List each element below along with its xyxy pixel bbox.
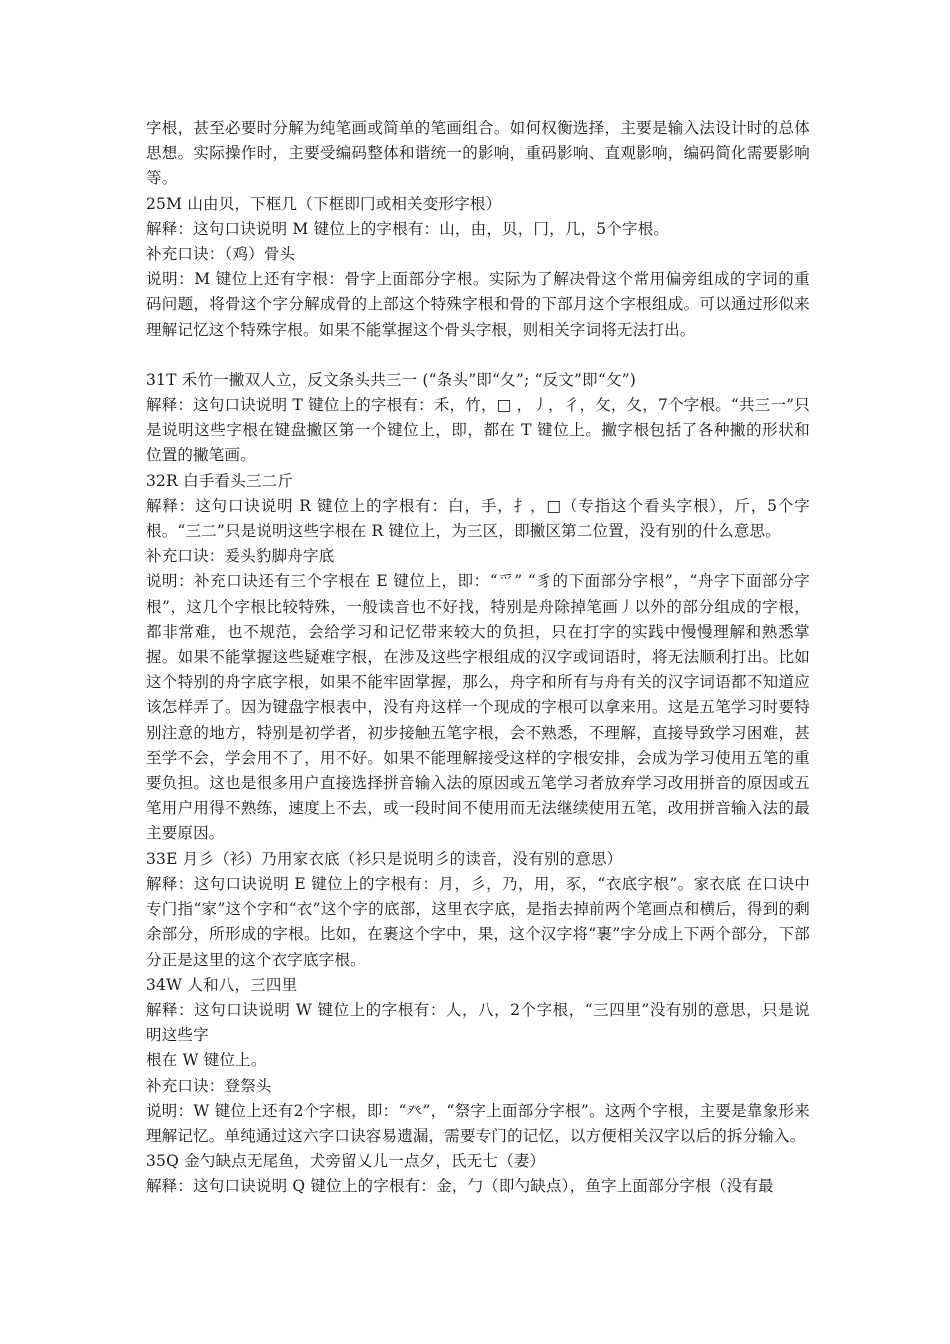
paragraph-intro-continuation: 字根，甚至必要时分解为纯笔画或简单的笔画组合。如何权衡选择，主要是输入法设计时的总体思想。实际操作时，主要受编码整体和谐统一的影响，重码影响、直观影响，编码简化需要影响等。 xyxy=(146,119,810,188)
heading-31t: 31T 禾竹一撇双人立，反文条头共三一 (“条头”即“夂”; “反文”即“攵”) xyxy=(146,370,637,389)
heading-32r: 32R 白手看头三二斤 xyxy=(146,471,294,490)
supplement-32r: 补充口诀：爰头豹脚舟字底 xyxy=(146,547,335,566)
explanation-32r: 解释：这句口诀说明 R 键位上的字根有：白，手，扌，□（专指这个看头字根），斤，5个字根。“三二”只是说明这些字根在 R 键位上，为三区，即撇区第二位置，没有别的什么意思。 xyxy=(146,496,810,541)
note-32r: 说明：补充口诀还有三个字根在 E 键位上，即：“爫” “豸的下面部分字根”，“舟字下面部分字根”，这几个字根比较特殊，一般读音也不好找，特别是舟除掉笔画丿以外的部分组成的字根，都非常难，也不规范，会给学习和记忆带来较大的负担，只在打字的实践中慢慢理解和熟悉掌握。如果不能掌握这些疑难字根，在涉及这些字根组成的汉字或词语时，将无法顺利打出。比如这个特别的舟字底字根，如果不能牢固掌握，那么，舟字和所有与舟有关的汉字词语都不知道应该怎样弄了。因为键盘字根表中，没有舟这样一个现成的字根可以拿来用。这是五笔学习时要特别注意的地方，特别是初学者，初步接触五笔字根，会不熟悉，不理解，直接导致学习困难，甚至学不会，学会用不了，用不好。如果不能理解接受这样的字根安排，会成为学习使用五笔的重要负担。这也是很多用户直接选择拼音输入法的原因或五笔学习者放弃学习改用拼音的原因或五笔用户用得不熟练，速度上不去，或一段时间不使用而无法继续使用五笔，改用拼音输入法的最主要原因。 xyxy=(146,572,810,843)
explanation-34w-continued: 根在 W 键位上。 xyxy=(146,1051,267,1070)
explanation-35q: 解释：这句口诀说明 Q 键位上的字根有：金，勹（即勺缺点），鱼字上面部分字根（没有最 xyxy=(146,1177,774,1196)
note-25m: 说明：M 键位上还有字根：骨字上面部分字根。实际为了解决骨这个常用偏旁组成的字词的重码问题，将骨这个字分解成骨的上部这个特殊字根和骨的下部月这个字根组成。可以通过形似来理解记忆这个特殊字根。如果不能掌握这个骨头字根，则相关字词将无法打出。 xyxy=(146,270,810,339)
document-body xyxy=(146,116,810,1200)
heading-33e: 33E 月彡（衫）乃用家衣底（衫只是说明彡的读音，没有别的意思） xyxy=(146,849,623,868)
heading-34w: 34W 人和八，三四里 xyxy=(146,975,298,994)
explanation-33e: 解释：这句口诀说明 E 键位上的字根有：月，彡，乃，用，豕，“衣底字根”。家衣底 在口诀中专门指“家”这个字和“衣”这个字的底部，这里衣字底，是指去掉前两个笔画点和横后，得到的剩余部分，所形成的字根。比如，在裹这个字中，果，这个汉字将“裹”字分成上下两个部分，下部分正是这里的这个衣字底字根。 xyxy=(146,874,810,969)
explanation-25m: 解释：这句口诀说明 M 键位上的字根有：山，由，贝，冂，几，5个字根。 xyxy=(146,219,670,238)
note-34w: 说明：W 键位上还有2个字根，即：“癶”，“祭字上面部分字根”。这两个字根，主要是靠象形来理解记忆。单纯通过这六字口诀容易遗漏，需要专门的记忆，以方便相关汉字以后的拆分输入。 xyxy=(146,1101,810,1145)
heading-25m: 25M 山由贝，下框几（下框即冂或相关变形字根） xyxy=(146,194,502,213)
explanation-34w: 解释：这句口诀说明 W 键位上的字根有：人，八，2个字根，“三四里”没有别的意思，只是说明这些字 xyxy=(146,1000,810,1045)
heading-35q: 35Q 金勺缺点无尾鱼，犬旁留乂儿一点夕，氏无七（妻） xyxy=(146,1152,546,1171)
supplement-25m: 补充口诀：（鸡）骨头 xyxy=(146,245,296,264)
explanation-31t: 解释：这句口诀说明 T 键位上的字根有：禾，竹，□ ，丿，彳，攵，夂，7个字根。“共三一”只是说明这些字根在键盘撇区第一个键位上，即，都在 T 键位上。撇字根包括了各种撇的形状和位置的撇笔画。 xyxy=(146,396,810,465)
supplement-34w: 补充口诀：登祭头 xyxy=(146,1076,272,1095)
